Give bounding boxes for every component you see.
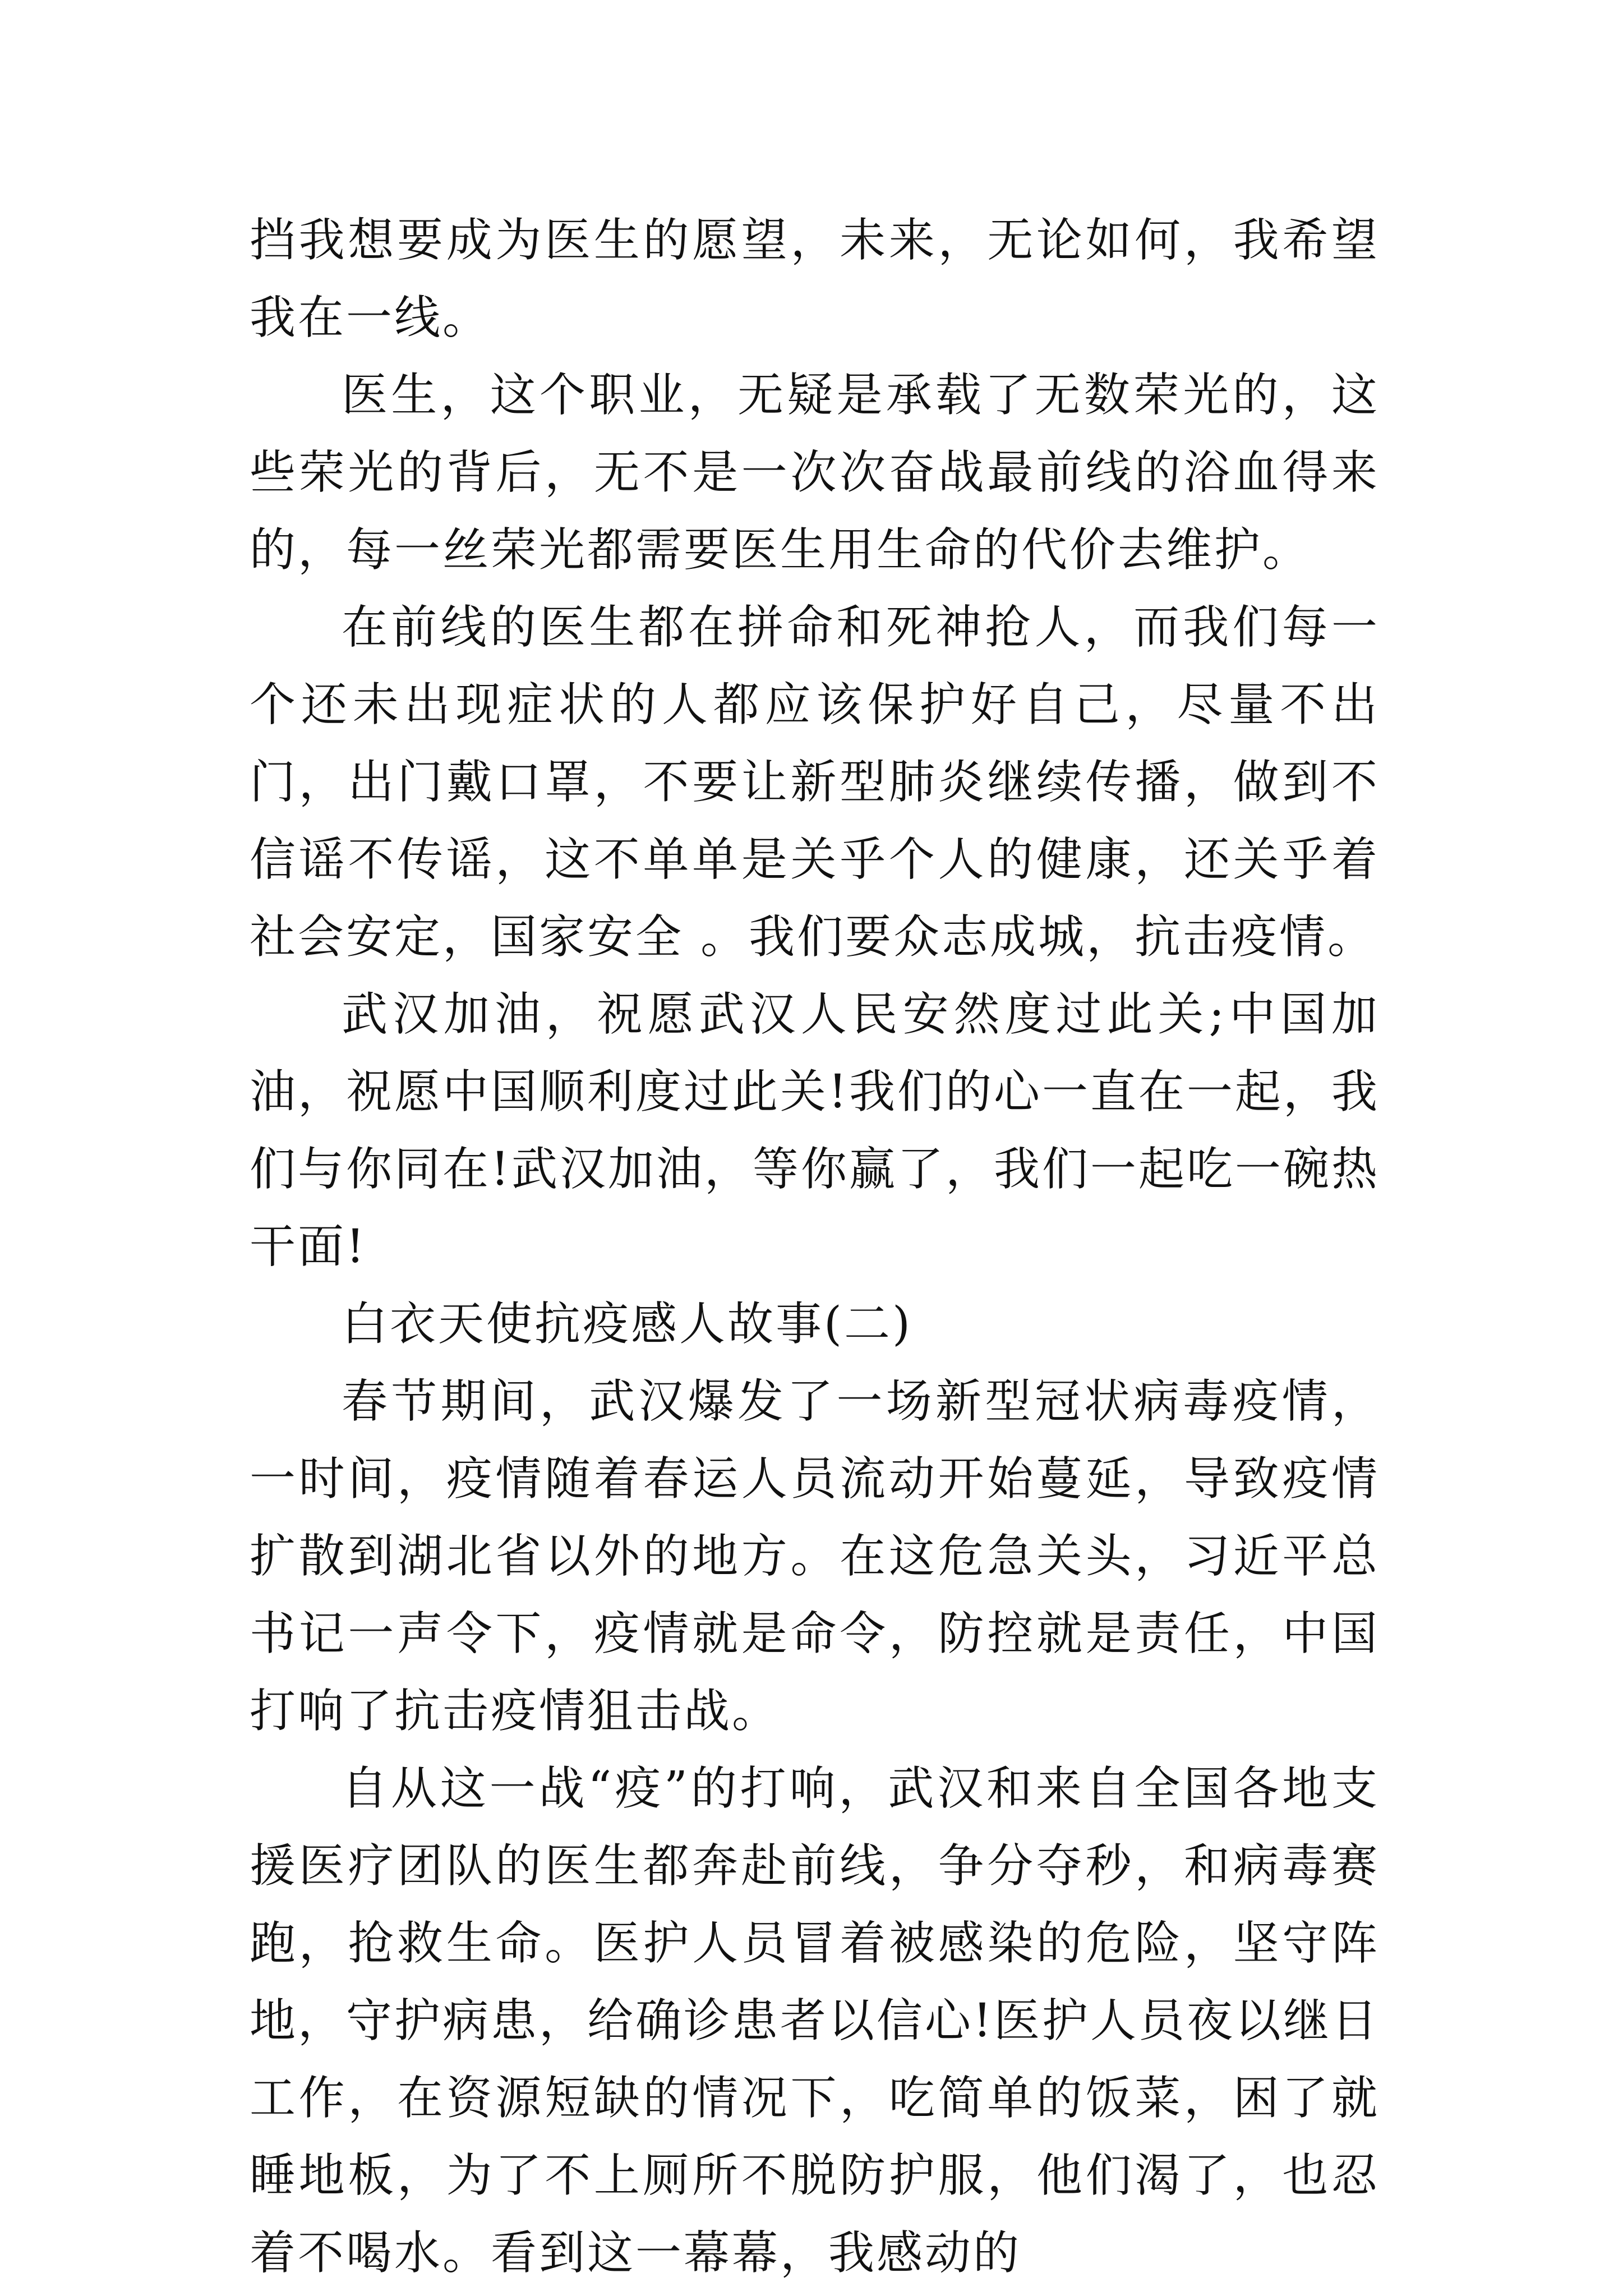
section-heading: 白衣天使抗疫感人故事(二) [342,1297,912,1351]
paragraph-2: 医生，这个职业，无疑是承载了无数荣光的，这些荣光的背后，无不是一次次奋战最前线的浴血得来的，每一丝荣光都需要医生用生命的代价去维护。 [250,369,1380,577]
paragraph-4: 武汉加油，祝愿武汉人民安然度过此关;中国加油，祝愿中国顺利度过此关!我们的心一直在一起，我们与你同在!武汉加油，等你赢了，我们一起吃一碗热干面! [250,988,1380,1273]
document-body [250,202,1380,2292]
paragraph-6: 自从这一战“疫”的打响，武汉和来自全国各地支援医疗团队的医生都奔赴前线，争分夺秒，和病毒赛跑，抢救生命。医护人员冒着被感染的危险，坚守阵地，守护病患，给确诊患者以信心!医护人员夜以继日工作，在资源短缺的情况下，吃简单的饭菜，困了就睡地板，为了不上厕所不脱防护服，他们渴了，也忍着不喝水。看到这一幕幕，我感动的 [250,1762,1380,2280]
paragraph-5: 春节期间，武汉爆发了一场新型冠状病毒疫情，一时间，疫情随着春运人员流动开始蔓延，导致疫情扩散到湖北省以外的地方。在这危急关头，习近平总书记一声令下，疫情就是命令，防控就是责任，中国打响了抗击疫情狙击战。 [250,1375,1380,1738]
paragraph-1: 挡我想要成为医生的愿望，未来，无论如何，我希望我在一线。 [250,214,1380,344]
paragraph-3: 在前线的医生都在拼命和死神抢人，而我们每一个还未出现症状的人都应该保护好自己，尽量不出门，出门戴口罩，不要让新型肺炎继续传播，做到不信谣不传谣，这不单单是关乎个人的健康，还关乎着社会安定，国家安全 。我们要众志成城，抗击疫情。 [250,601,1380,964]
